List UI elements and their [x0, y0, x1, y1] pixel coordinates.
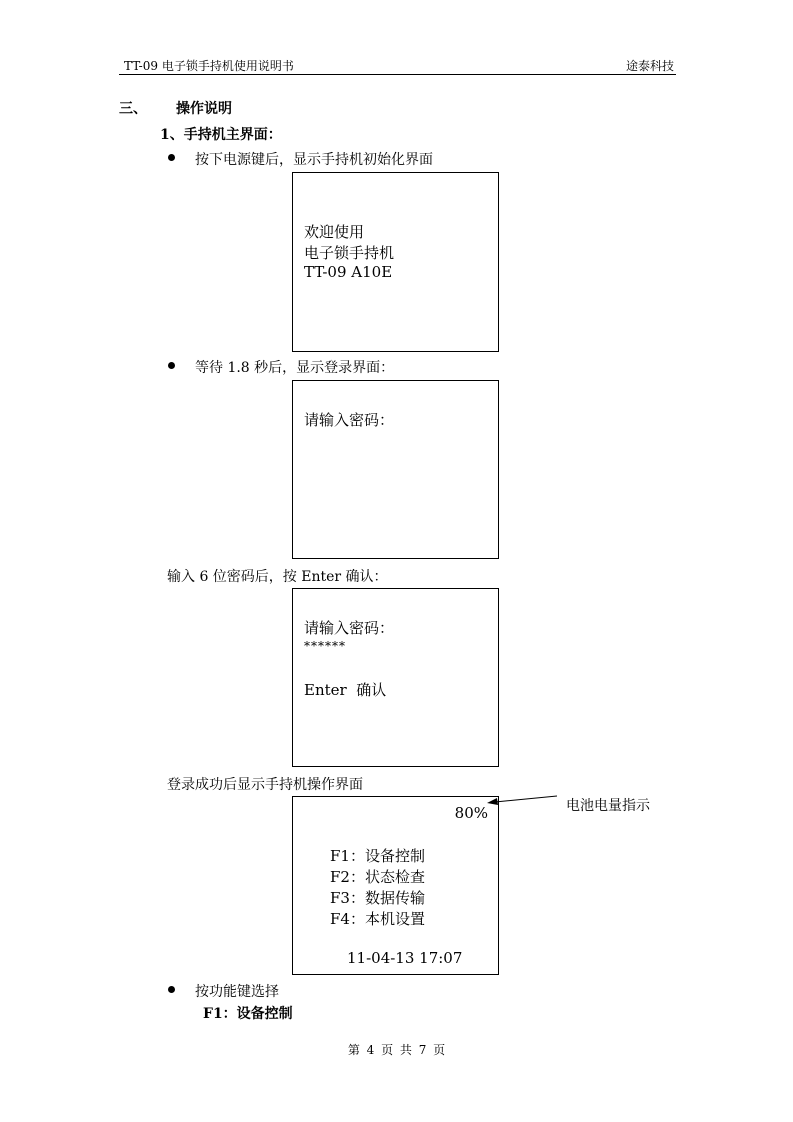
screen-init-line1: 欢迎使用 — [304, 223, 365, 241]
battery-indicator: 80% — [454, 804, 488, 822]
screen-password-mask: ****** — [304, 639, 346, 653]
screen-init-line3: TT-09 A10E — [304, 263, 393, 281]
menu-item-f1: F1：设备控制 — [330, 847, 425, 865]
header-title: TT-09 电子锁手持机使用说明书 — [124, 59, 294, 73]
menu-item-f4: F4：本机设置 — [330, 910, 425, 928]
step-wait: 等待 1.8 秒后，显示登录界面： — [195, 360, 395, 376]
bullet-icon — [168, 362, 175, 369]
screen-init-line2: 电子锁手持机 — [304, 244, 395, 262]
screen-password-confirm: Enter 确认 — [304, 681, 387, 699]
screen-password-prompt: 请输入密码： — [304, 619, 395, 637]
menu-item-f2: F2：状态检查 — [330, 868, 425, 886]
page-footer: 第 4 页 共 7 页 — [347, 1043, 446, 1057]
step-login-success: 登录成功后显示手持机操作界面 — [167, 777, 363, 793]
screen-datetime: 11-04-13 17:07 — [347, 949, 463, 967]
step-power-on: 按下电源键后，显示手持机初始化界面 — [195, 152, 433, 168]
screen-main — [292, 796, 499, 975]
bullet-icon — [168, 154, 175, 161]
section-number: 三、 — [119, 101, 147, 117]
header-company: 途泰科技 — [625, 59, 674, 73]
header-rule — [119, 74, 676, 75]
subsection-title: 1、手持机主界面： — [160, 127, 282, 143]
screen-init — [292, 172, 499, 352]
callout-arrow-icon — [485, 790, 560, 810]
bullet-icon — [168, 986, 175, 993]
section-title: 操作说明 — [176, 101, 232, 117]
menu-item-f3: F3：数据传输 — [330, 889, 425, 907]
step-enter-password: 输入 6 位密码后，按 Enter 确认： — [167, 569, 388, 585]
screen-password — [292, 588, 499, 767]
battery-callout-label: 电池电量指示 — [566, 798, 650, 814]
step-function-keys: 按功能键选择 — [195, 984, 279, 1000]
f1-heading: F1：设备控制 — [203, 1006, 293, 1022]
screen-login-prompt: 请输入密码： — [304, 411, 395, 429]
screen-login — [292, 380, 499, 559]
